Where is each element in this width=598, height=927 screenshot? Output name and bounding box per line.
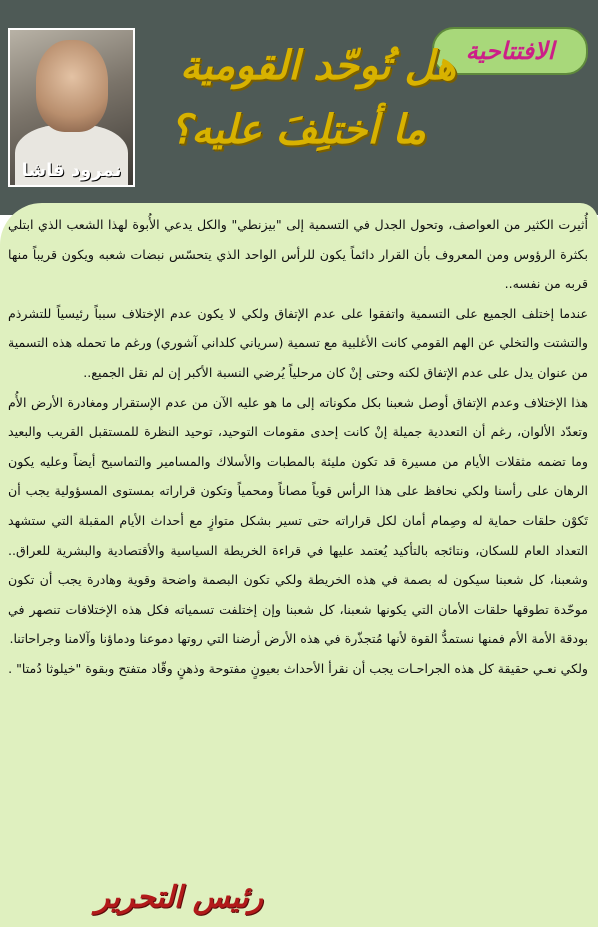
headline-line-1: هل تُوحّد القومية [180,42,456,89]
article-paragraph-3: هذا الإختلاف وعدم الإتفاق أوصل شعبنا بكل مكوناته إلى ما هو عليه الآن من عدم الإستقرار ومغادرة الأرض الأُم وتعدّد الألوان، رغم أن التعددية جميلة إنْ كانت إحدى مقومات التوحيد، توحيد النظرة للمستقبل القريب والبعيد وما تضمه مثقلات الأيام من مسيرة قد تكون مليئة بالمطبات والأسلاك والمسامير والتماسيح أيضاً وعليه يكون الرهان على رأسنا ولكي نحافظ على هذا الرأس قوياً مصاناً ومحمياً وتكون قراراته بمستوى المسؤولية يجب أن تَكوْن حلقات حماية له وصِمام أمان لكل قراراته حتى تسير بشكل متوازٍ مع أحداث الأيام المقبلة التي ستشهد التعداد العام للسكان، ونتائجه بالتأكيد يُعتمد عليها في قراءة الخريطة السياسية والأقتصادية والبشرية للعراق.. وشعبنا، كل شعبنا سيكون له بصمة في هذه الخريطة ولكي تكون البصمة واضحة وقوية وهادرة يجب أن تكون موحّدة تطوقها حلقات الأمان التي يكونها شعبنا، كل شعبنا وإن إختلفت تسمياته فكل هذه الإختلافات تنصهر في بودقة الأمة الأم فمنها نستمدُّ القوة لأنها مُتجذّرة في هذه الأرض أرضنا التي روتها دموعنا ودماؤنا وآلامنا وجراحاتنا. [8,394,588,647]
author-name: نمرود قاشا [21,160,122,181]
section-label: الافتتاحية [432,27,588,75]
headline-line-2: ما أختلِفَ عليه؟ [170,106,426,153]
header [0,0,598,210]
article-body [8,210,588,890]
article-paragraph-2: عندما إختلف الجميع على التسمية واتفقوا على عدم الإتفاق ولكي لا يكون عدم الإختلاف سبباً رئيسياً للتشرذم والتشتت والتخلي عن الهم القومي كانت الأغلبية مع تسمية (سرياني كلداني آشوري) ورغم ما تحمله هذه التسمية من عنوان يدل على عدم الإتفاق لكنه وحتى إنْ كان مرحلياً يُرضي النسبة الأكبر إن لم نقل الجميع.. [8,305,588,380]
article-paragraph-1: أُثيرت الكثير من العواصف، وتحول الجدل في التسمية إلى "بيزنطي" والكل يدعي الأُبوة لهذا الشعب الذي ابتلي بكثرة الرؤوس ومن المعروف بأن القرار دائماً يكون للرأس الواحد الذي يتحسّس نبضات شعبه ويكون قريباً منها قربه من نفسه.. [8,217,588,292]
article-paragraph-4: ولكي نعـي حقيقة كل هذه الجراحـات يجب أن نقرأ الأحداث بعيونٍ مفتوحة وذهنٍ وقّاد متفتح وبقوة "خيلوثا دُمتا" . [8,660,588,676]
editor-signature: رئيس التحرير [95,880,263,915]
